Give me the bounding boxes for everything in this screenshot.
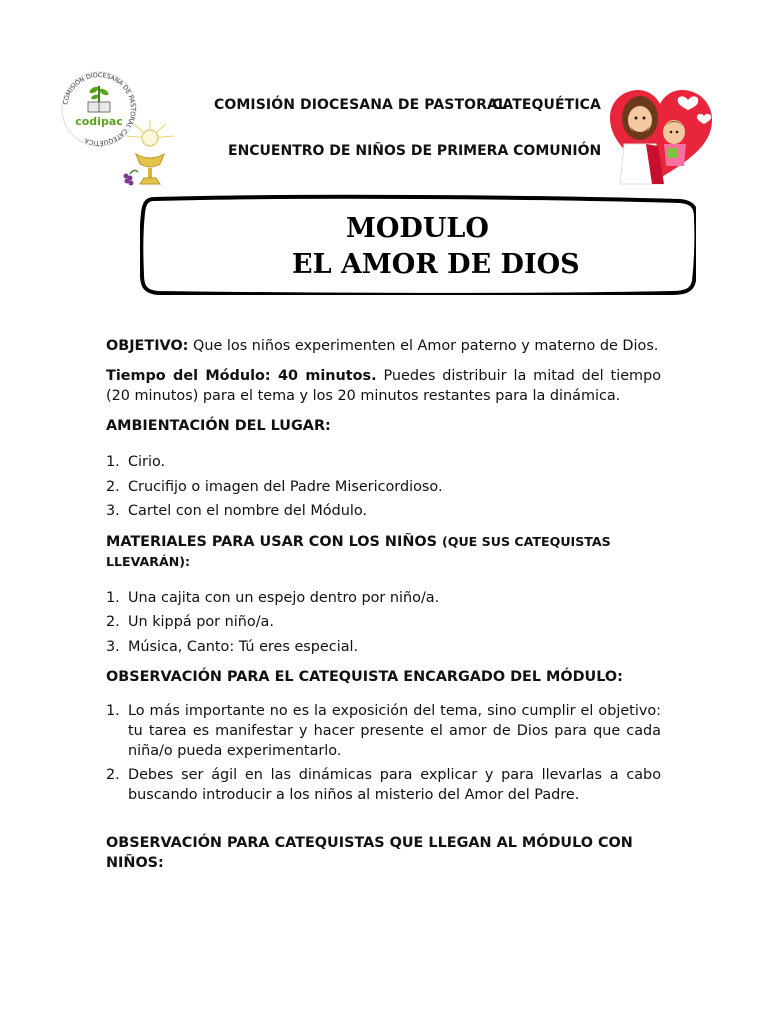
objective-text: Que los niños experimenten el Amor paterno y materno de Dios. bbox=[193, 338, 659, 354]
materials-heading-main: MATERIALES PARA USAR CON LOS NIÑOS bbox=[106, 533, 437, 550]
time-label: Tiempo del Módulo: 40 minutos. bbox=[106, 368, 377, 384]
observation-arriving-heading: OBSERVACIÓN PARA CATEQUISTAS QUE LLEGAN AL MÓDULO CON NIÑOS: bbox=[106, 835, 633, 871]
title-box bbox=[140, 193, 696, 295]
module-title-line-2: EL AMOR DE DIOS bbox=[292, 249, 580, 280]
time-text: Puedes distribuir la mitad del tiempo (20 minutos) para el tema y los 20 minutos restantes para la dinámica. bbox=[106, 368, 662, 404]
list-item: 2. Crucifijo o imagen del Padre Misericordioso. bbox=[106, 478, 443, 495]
time-paragraph bbox=[106, 366, 661, 406]
objective-label: OBJETIVO: bbox=[106, 338, 189, 354]
document-body bbox=[106, 336, 661, 873]
observation-coordinator-heading: OBSERVACIÓN PARA EL CATEQUISTA ENCARGADO DEL MÓDULO: bbox=[106, 669, 623, 685]
list-item: 1. Una cajita con un espejo dentro por niño/a. bbox=[106, 589, 440, 606]
setting-list bbox=[106, 450, 661, 524]
header-line-2: ENCUENTRO DE NIÑOS DE PRIMERA COMUNIÓN bbox=[228, 143, 602, 159]
objective-paragraph bbox=[106, 336, 661, 356]
list-item: 3. Cartel con el nombre del Módulo. bbox=[106, 503, 367, 519]
materials-list bbox=[106, 586, 661, 660]
list-item: 3. Música, Canto: Tú eres especial. bbox=[106, 638, 359, 655]
header-catechetical: CATEQUÉTICA bbox=[492, 97, 601, 113]
header-line-1 bbox=[214, 97, 601, 113]
setting-heading: AMBIENTACIÓN DEL LUGAR: bbox=[106, 418, 331, 434]
logo-text: codipac bbox=[75, 115, 123, 128]
header-diocesan-commission: COMISIÓN DIOCESANA DE PASTORAL bbox=[214, 97, 507, 113]
module-title-line-1: MODULO bbox=[346, 213, 489, 244]
logo-ring-text: COMISIÓN DIOCESANA DE PASTORAL CATEQUÉTICA bbox=[62, 71, 137, 147]
list-item: 2. Un kippá por niño/a. bbox=[106, 614, 274, 630]
observation-coordinator-list bbox=[106, 701, 661, 805]
list-item: 2. Debes ser ágil en las dinámicas para explicar y para llevarlas a cabo buscando introducir a los niños al misterio del Amor del Padre. bbox=[106, 767, 661, 803]
jesus-child-illustration bbox=[606, 84, 718, 190]
materials-heading-note: (QUE SUS CATEQUISTAS LLEVARÁN): bbox=[106, 533, 611, 569]
materials-heading bbox=[106, 532, 661, 572]
list-item: 1. Lo más importante no es la exposición del tema, sino cumplir el objetivo: tu tarea es manifestar y hacer presente el amor de Dios para que cada niña/o pueda experimentarlo. bbox=[106, 703, 661, 759]
chalice-icon bbox=[118, 118, 182, 196]
list-item: 1. Cirio. bbox=[106, 454, 166, 470]
